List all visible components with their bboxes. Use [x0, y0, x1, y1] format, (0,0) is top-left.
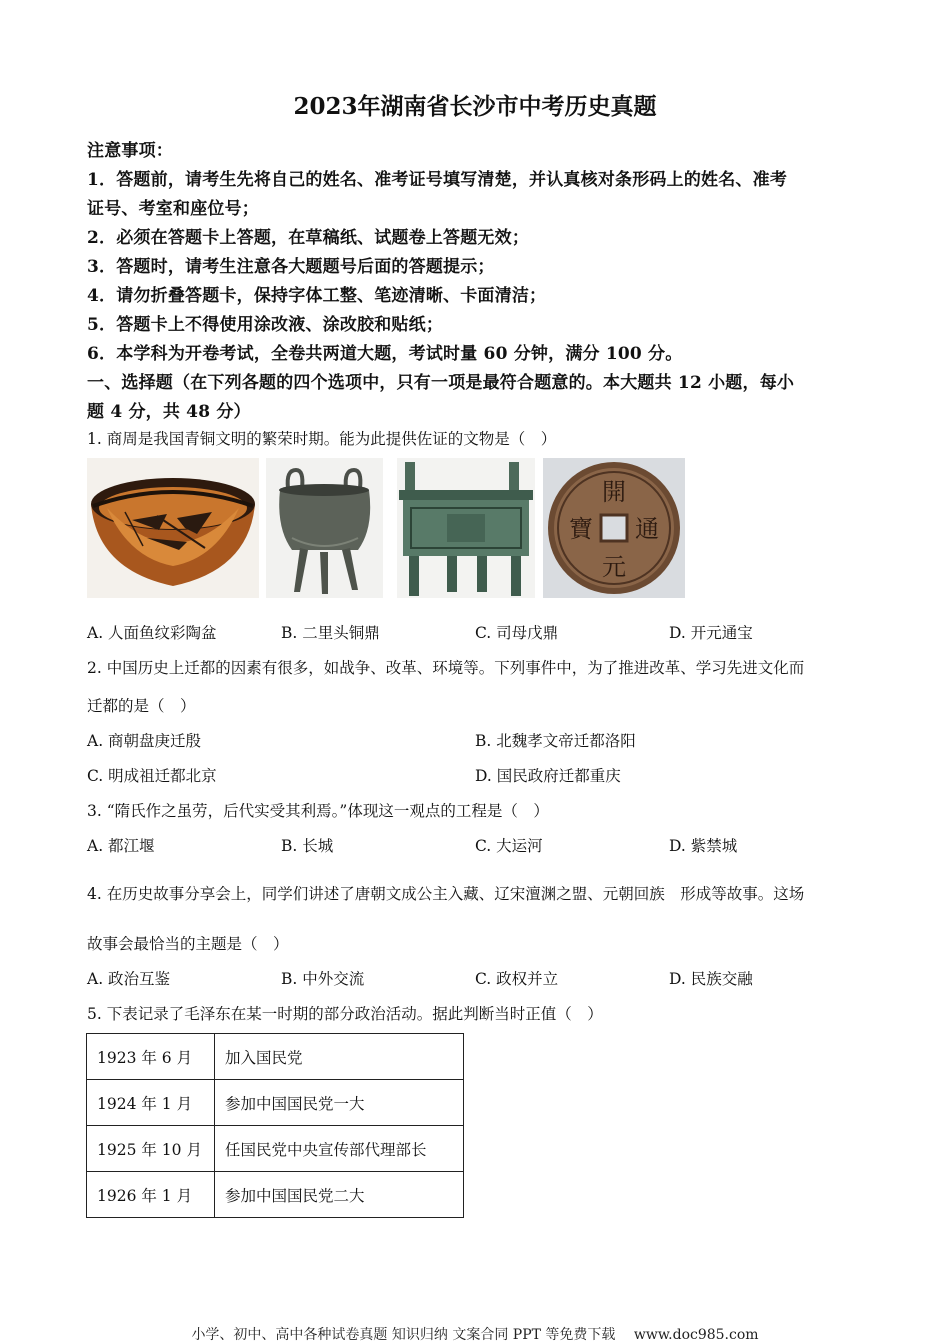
page-title: 2023年湖南省长沙市中考历史真题 — [293, 93, 657, 120]
notice-item-3: 3．答题时，请考生注意各大题题号后面的答题提示； — [87, 257, 495, 277]
notice-item-4: 4．请勿折叠答题卡，保持字体工整、笔迹清晰、卡面清洁； — [87, 286, 547, 306]
q2-stem-line1: 2. 中国历史上迁都的因素有很多，如战争、改革、环境等。下列事件中，为了推进改革、学习先进文化而 — [87, 659, 805, 677]
q1-stem: 1. 商周是我国青铜文明的繁荣时期。能为此提供佐证的文物是（ ） — [87, 430, 557, 448]
table-cell-event: 参加中国国民党二大 — [215, 1172, 464, 1218]
notice-item-1b: 证号、考室和座位号； — [87, 199, 259, 219]
q4-stem-line2: 故事会最恰当的主题是（ ） — [87, 935, 289, 953]
pottery-basin-image — [87, 458, 259, 598]
q5-activity-table — [86, 1033, 464, 1218]
table-row — [87, 1126, 464, 1172]
q2-option-d: D. 国民政府迁都重庆 — [475, 767, 621, 785]
table-cell-date: 1926 年 1 月 — [87, 1172, 215, 1218]
table-cell-event: 任国民党中央宣传部代理部长 — [215, 1126, 464, 1172]
table-cell-date: 1923 年 6 月 — [87, 1034, 215, 1080]
q4-stem-line1: 4. 在历史故事分享会上，同学们讲述了唐朝文成公主入藏、辽宋澶渊之盟、元朝回族 形成等故事。这场 — [87, 885, 805, 903]
coin-char-left: 寶 — [569, 515, 593, 543]
q1-option-c: C. 司母戊鼎 — [475, 624, 559, 642]
q4-option-c: C. 政权并立 — [475, 970, 559, 988]
coin-char-bottom: 元 — [602, 553, 626, 581]
simuwu-ding-image — [397, 458, 535, 598]
q4-option-b: B. 中外交流 — [281, 970, 365, 988]
notice-item-1a: 1．答题前，请考生先将自己的姓名、准考证号填写清楚，并认真核对条形码上的姓名、准考 — [87, 170, 788, 190]
notice-heading: 注意事项： — [87, 141, 173, 161]
q3-option-c: C. 大运河 — [475, 837, 543, 855]
section-heading-line2: 题 4 分，共 48 分） — [87, 402, 251, 422]
q2-option-b: B. 北魏孝文帝迁都洛阳 — [475, 732, 636, 750]
notice-item-2: 2．必须在答题卡上答题，在草稿纸、试题卷上答题无效； — [87, 228, 530, 248]
q1-option-a: A. 人面鱼纹彩陶盆 — [87, 624, 217, 642]
q2-option-a: A. 商朝盘庚迁殷 — [87, 732, 202, 750]
coin-char-top: 開 — [602, 478, 626, 506]
q1-option-d: D. 开元通宝 — [669, 624, 753, 642]
q3-stem: 3. “隋氏作之虽劳，后代实受其利焉。”体现这一观点的工程是（ ） — [87, 802, 549, 820]
q5-stem: 5. 下表记录了毛泽东在某一时期的部分政治活动。据此判断当时正值（ ） — [87, 1005, 603, 1023]
q3-option-a: A. 都江堰 — [87, 837, 155, 855]
notice-item-6: 6．本学科为开卷考试，全卷共两道大题，考试时量 60 分钟，满分 100 分。 — [87, 344, 683, 364]
bronze-ding-image — [266, 458, 383, 598]
table-cell-event: 加入国民党 — [215, 1034, 464, 1080]
q2-stem-line2: 迁都的是（ ） — [87, 697, 196, 715]
table-row — [87, 1034, 464, 1080]
q1-option-b: B. 二里头铜鼎 — [281, 624, 380, 642]
q2-option-c: C. 明成祖迁都北京 — [87, 767, 217, 785]
page-footer: 小学、初中、高中各种试卷真题 知识归纳 文案合同 PPT 等免费下载 www.doc985.com — [191, 1327, 759, 1343]
table-cell-date: 1924 年 1 月 — [87, 1080, 215, 1126]
coin-char-right: 通 — [635, 515, 659, 543]
q4-option-d: D. 民族交融 — [669, 970, 753, 988]
table-cell-event: 参加中国国民党一大 — [215, 1080, 464, 1126]
q3-option-b: B. 长城 — [281, 837, 334, 855]
table-row — [87, 1080, 464, 1126]
table-row — [87, 1172, 464, 1218]
notice-item-5: 5．答题卡上不得使用涂改液、涂改胶和贴纸； — [87, 315, 444, 335]
kaiyuan-coin-image — [543, 458, 685, 598]
section-heading-line1: 一、选择题（在下列各题的四个选项中，只有一项是最符合题意的。本大题共 12 小题，每小 — [87, 373, 795, 393]
q3-option-d: D. 紫禁城 — [669, 837, 738, 855]
q4-option-a: A. 政治互鉴 — [87, 970, 171, 988]
table-cell-date: 1925 年 10 月 — [87, 1126, 215, 1172]
